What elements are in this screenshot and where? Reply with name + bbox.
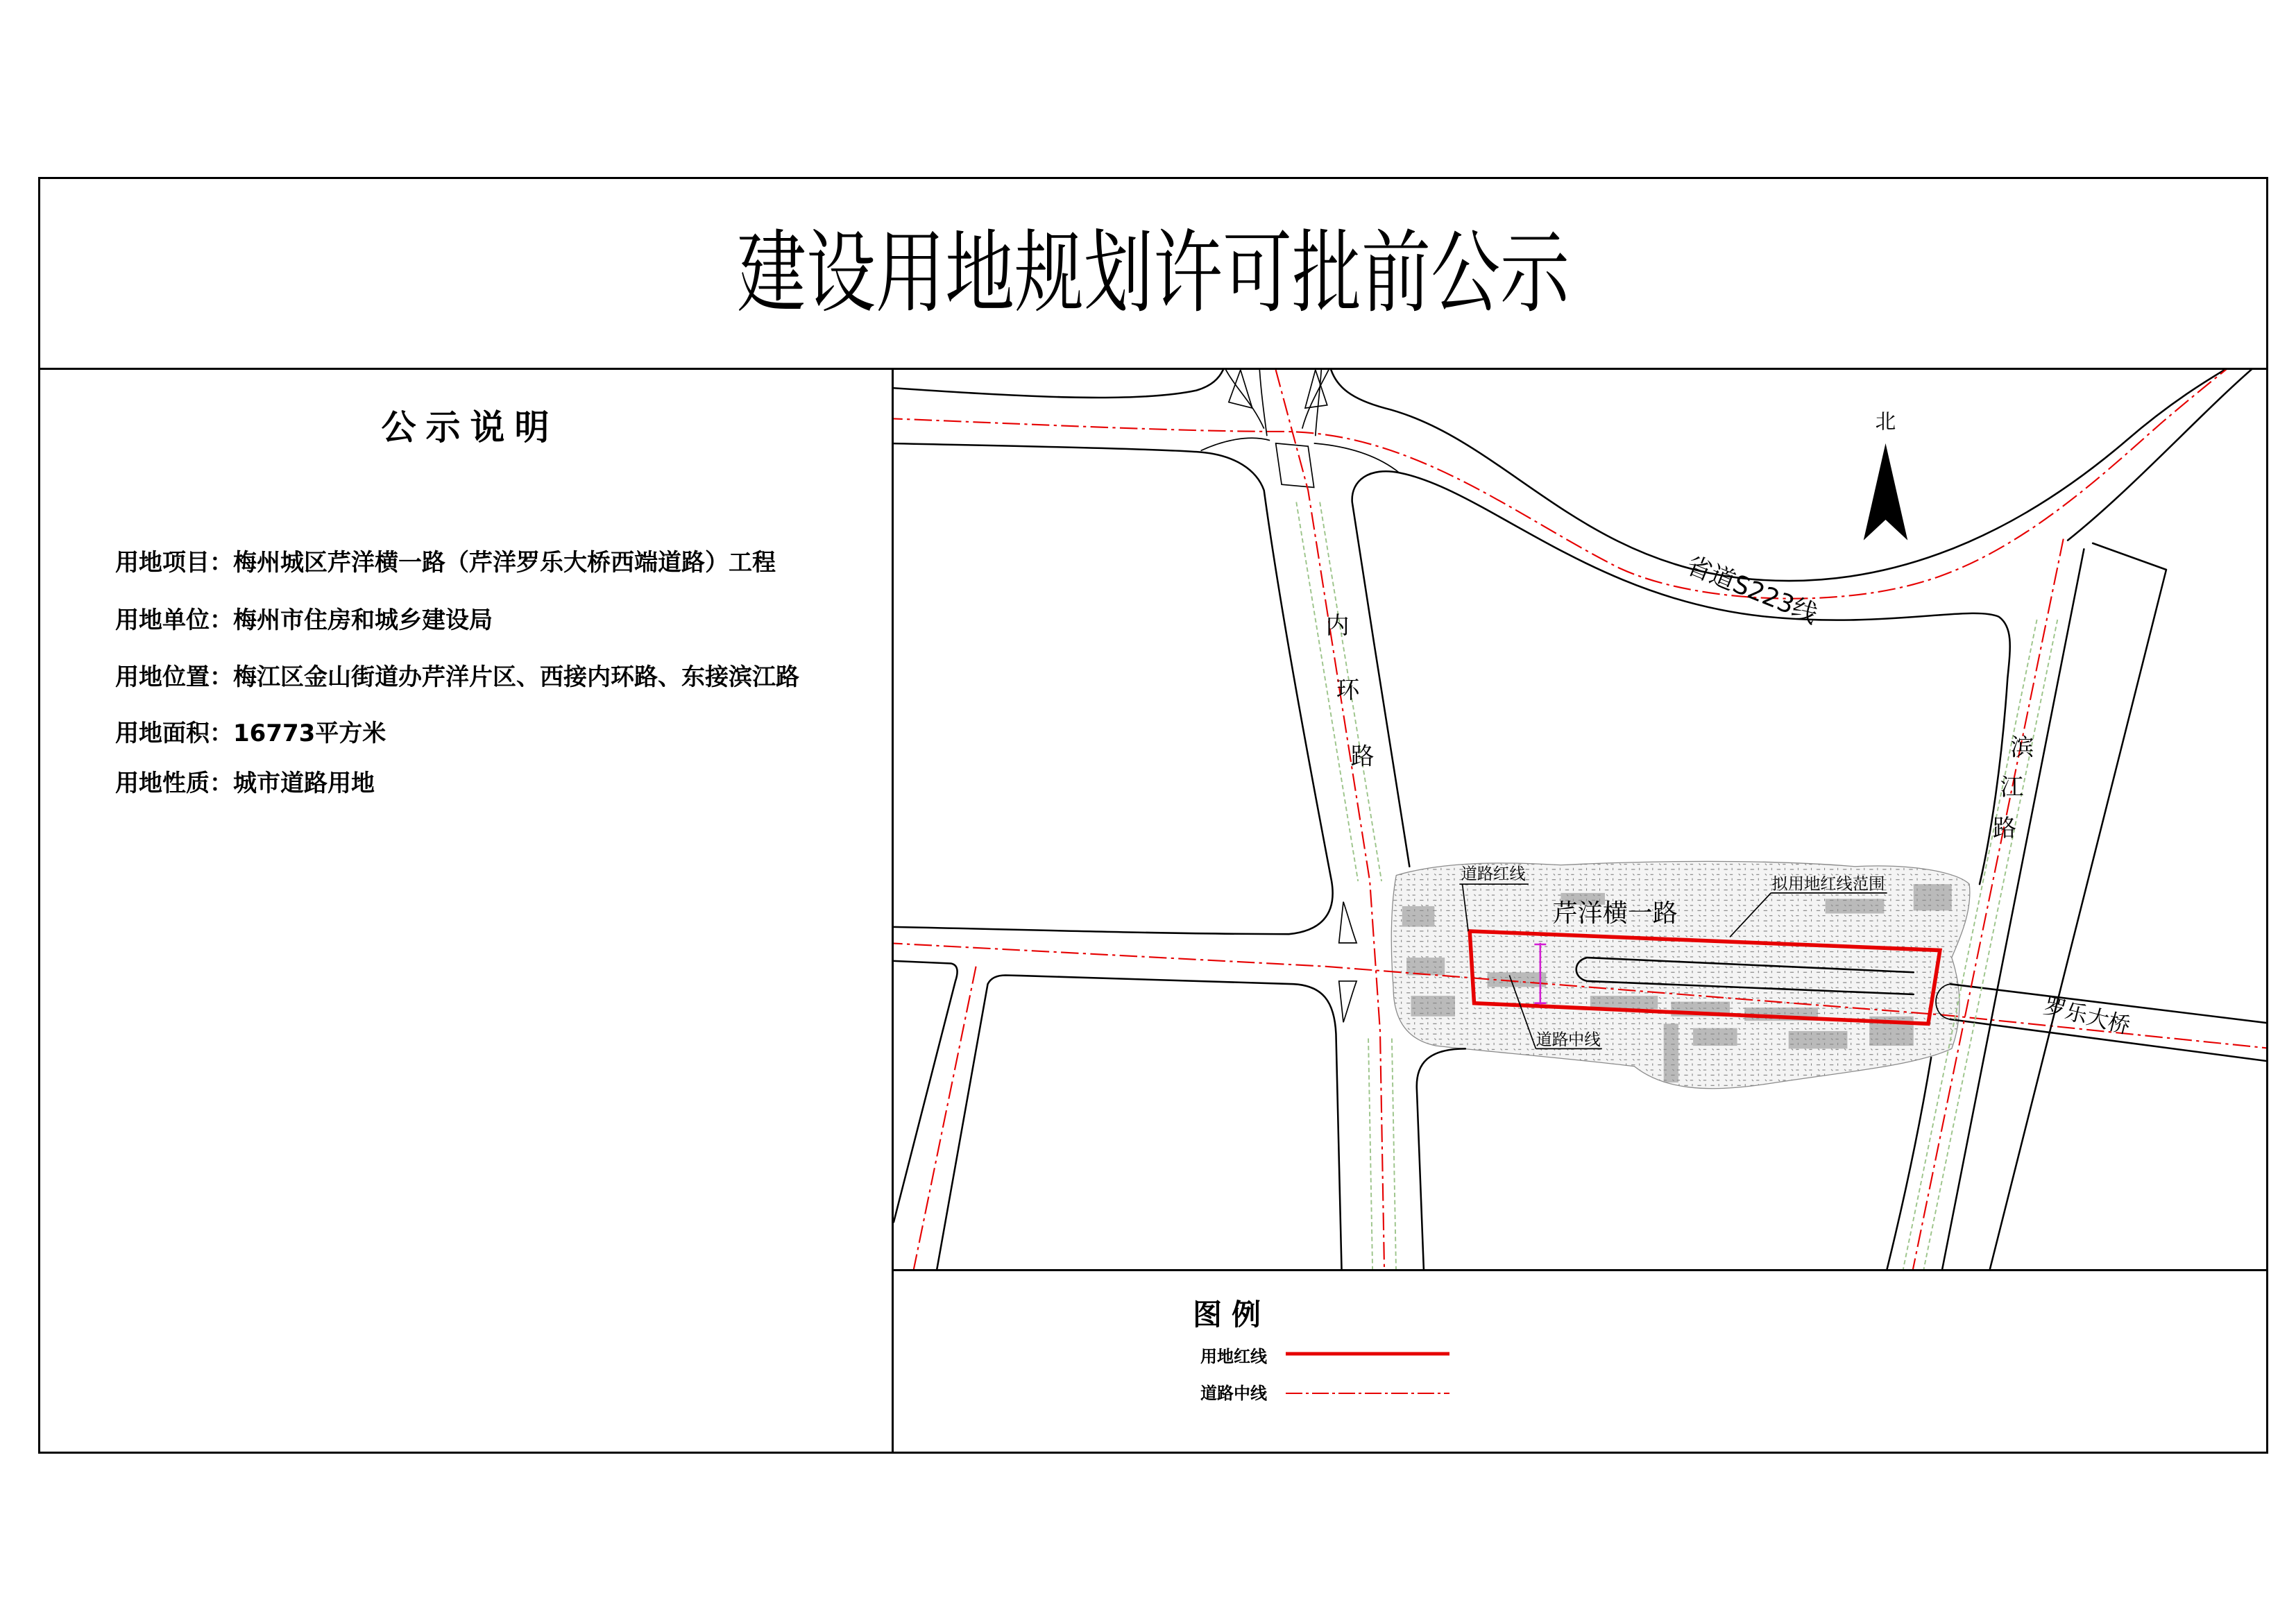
interchange-ramp <box>1201 438 1270 450</box>
block-southeast-east-edge <box>1884 1057 1931 1269</box>
item-label: 用地单位： <box>115 606 233 634</box>
ring-road-median <box>1368 1039 1372 1269</box>
topographic-survey-area <box>1391 861 1970 1088</box>
interchange-ramp <box>1314 443 1400 473</box>
block-northwest <box>894 443 1333 934</box>
binjiang-road-label-char: 路 <box>1993 815 2016 842</box>
provincial-road-label: 省道S223线 <box>1682 551 1821 630</box>
s223-centerline <box>894 370 2229 599</box>
item-land-location <box>115 663 799 691</box>
legend-dash-dot-red-line <box>1286 1389 1449 1397</box>
binjiang-road-label-char: 滨 <box>2010 733 2034 761</box>
s223-north-edge-east <box>1330 370 2229 581</box>
item-value: 城市道路用地 <box>233 770 375 797</box>
intersection-island <box>1339 981 1357 1022</box>
item-value: 梅州城区芹洋横一路（芹洋罗乐大桥西端道路）工程 <box>233 549 776 577</box>
legend-title: 图例 <box>1192 1298 1270 1332</box>
page-title-text: 建设用地规划许可批前公示 <box>737 220 1570 326</box>
road-centerline-annotation: 道路中线 <box>1536 1030 1601 1050</box>
item-label: 用地位置： <box>115 663 233 691</box>
item-label: 用地面积： <box>115 720 233 747</box>
item-value: 梅江区金山街道办芹洋片区、西接内环路、东接滨江路 <box>233 663 799 691</box>
item-value: 16773平方米 <box>233 720 386 747</box>
interchange-island <box>1305 370 1327 408</box>
block-southeast-west-edge <box>1417 1048 1465 1269</box>
ring-road-label-char: 路 <box>1350 742 1375 770</box>
item-land-project <box>115 549 776 577</box>
ring-road-centerline <box>1276 370 1385 1269</box>
interchange-island <box>1276 443 1314 488</box>
ring-road-label-char: 环 <box>1336 677 1360 704</box>
item-land-unit <box>115 606 493 634</box>
item-land-area <box>115 720 386 747</box>
ring-road-label-char: 内 <box>1325 611 1350 639</box>
planned-boundary-annotation: 拟用地红线范围 <box>1771 874 1885 894</box>
item-value: 梅州市住房和城乡建设局 <box>233 606 493 634</box>
item-label: 用地项目： <box>115 549 233 577</box>
ring-road-median <box>1392 1039 1396 1269</box>
cross-road-label: 芹洋横一路 <box>1552 899 1678 928</box>
legend-divider <box>892 1269 2268 1271</box>
notice-heading: 公示说明 <box>381 407 559 448</box>
north-arrow-icon <box>1864 443 1908 541</box>
item-land-use <box>115 770 375 797</box>
block-northeast <box>1352 471 2010 884</box>
s223-south-edge-east <box>2068 370 2254 541</box>
legend-solid-red-line <box>1286 1350 1449 1358</box>
page-title <box>38 179 2268 368</box>
legend-label-road-centerline: 道路中线 <box>1200 1384 1267 1403</box>
bridge-label: 罗乐大桥 <box>2041 993 2133 1039</box>
block-southwest <box>935 975 1342 1269</box>
road-red-line-annotation: 道路红线 <box>1461 864 1526 883</box>
s223-north-edge-west <box>894 370 1224 398</box>
binjiang-road-label-char: 江 <box>2000 773 2024 801</box>
legend-label-land-red-line: 用地红线 <box>1200 1347 1267 1366</box>
site-map <box>894 370 2266 1269</box>
intersection-island <box>1339 902 1357 943</box>
item-label: 用地性质： <box>115 770 233 797</box>
north-label: 北 <box>1875 409 1896 434</box>
cross-road-south-edge-west <box>894 960 958 1222</box>
